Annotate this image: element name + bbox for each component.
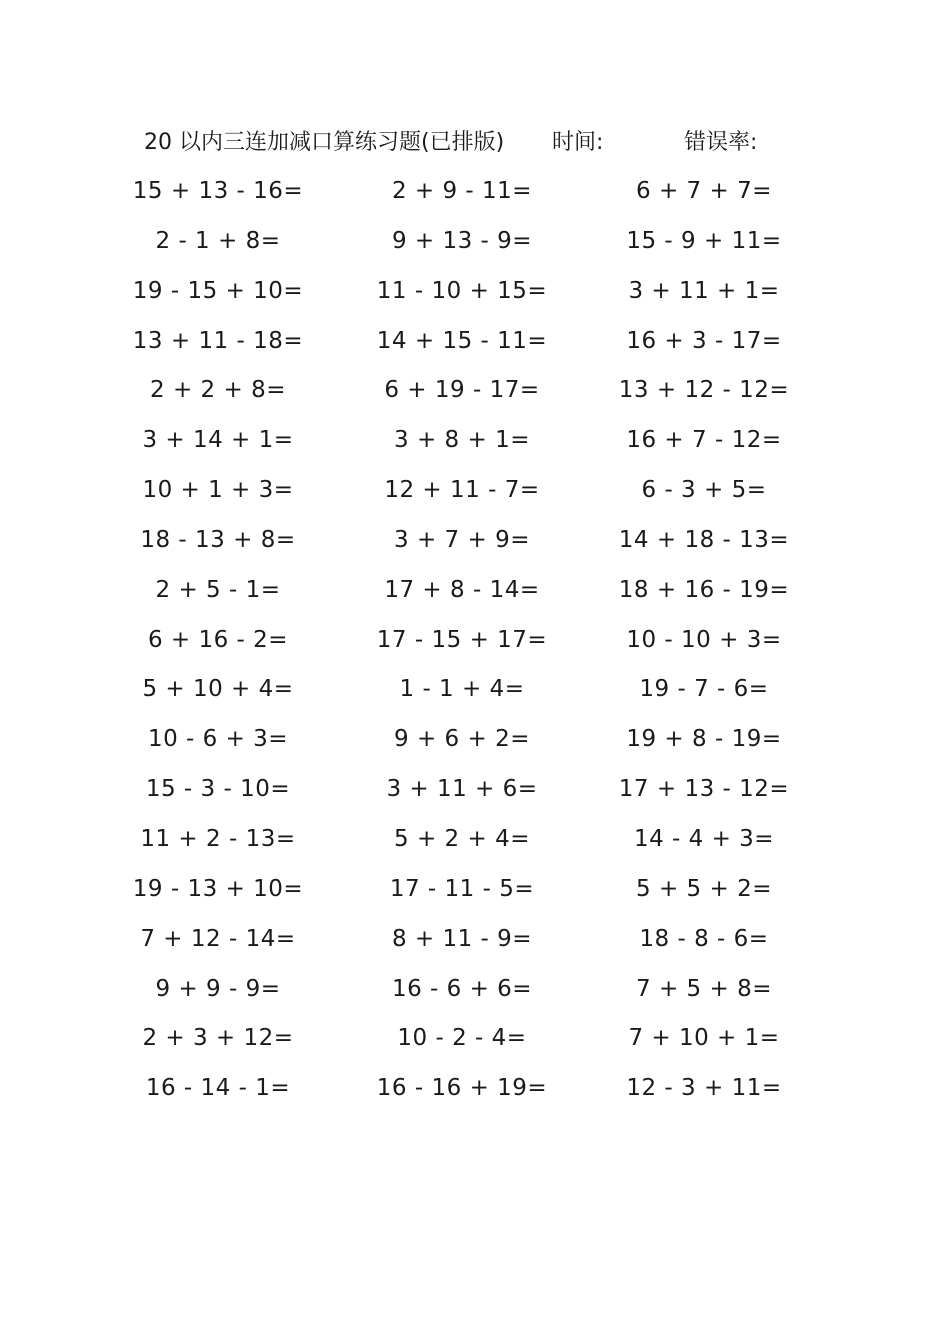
math-problem: 15 - 9 + 11= — [626, 227, 782, 254]
time-label: 时间: — [552, 130, 604, 155]
worksheet-header — [144, 126, 824, 160]
problem-row — [0, 224, 950, 274]
math-problem: 2 + 2 + 8= — [150, 377, 286, 404]
error-rate-label: 错误率: — [684, 130, 758, 155]
math-problem: 17 - 11 - 5= — [389, 875, 535, 902]
math-problem: 16 - 16 + 19= — [376, 1075, 548, 1102]
math-problem: 19 - 13 + 10= — [132, 875, 304, 902]
math-problem: 16 - 6 + 6= — [391, 975, 533, 1002]
problem-row — [0, 274, 950, 324]
problem-row — [0, 822, 950, 872]
math-problem: 2 + 9 - 11= — [391, 178, 533, 204]
math-problem: 13 + 12 - 12= — [618, 377, 790, 404]
math-problem: 5 + 10 + 4= — [142, 676, 294, 703]
math-problem: 10 + 1 + 3= — [142, 477, 294, 504]
math-problem: 2 + 3 + 12= — [142, 1025, 294, 1052]
math-problem: 17 - 15 + 17= — [376, 626, 548, 653]
problem-row — [0, 623, 950, 673]
math-problem: 5 + 2 + 4= — [394, 825, 530, 852]
math-problem: 9 + 6 + 2= — [394, 726, 530, 753]
math-problem: 10 - 10 + 3= — [626, 626, 782, 653]
math-problem: 1 - 1 + 4= — [399, 676, 525, 703]
math-problem: 18 - 13 + 8= — [140, 526, 296, 553]
problem-row — [0, 523, 950, 573]
math-problem: 6 + 19 - 17= — [384, 377, 540, 404]
math-problem: 2 - 1 + 8= — [155, 227, 281, 254]
problem-row — [0, 772, 950, 822]
problem-row — [0, 722, 950, 772]
math-problem: 15 + 13 - 16= — [132, 178, 304, 204]
math-problem: 19 - 7 - 6= — [639, 676, 769, 703]
math-problem: 18 + 16 - 19= — [618, 576, 790, 603]
math-problem: 7 + 12 - 14= — [140, 925, 296, 952]
math-problem: 3 + 11 + 6= — [386, 776, 538, 803]
math-problem: 9 + 9 - 9= — [155, 975, 281, 1002]
math-problem: 3 + 8 + 1= — [394, 427, 530, 454]
math-problem: 12 - 3 + 11= — [626, 1075, 782, 1102]
math-problem: 3 + 14 + 1= — [142, 427, 294, 454]
math-problem: 14 + 18 - 13= — [618, 526, 790, 553]
math-problem: 16 + 7 - 12= — [626, 427, 782, 454]
math-problem: 19 + 8 - 19= — [626, 726, 782, 753]
math-problem: 14 + 15 - 11= — [376, 327, 548, 354]
page-title: 20 以内三连加减口算练习题(已排版) — [144, 130, 505, 155]
problem-row — [0, 423, 950, 473]
problem-row — [0, 972, 950, 1022]
problem-row — [0, 872, 950, 922]
math-problem: 11 - 10 + 15= — [376, 277, 548, 304]
problem-row — [0, 573, 950, 623]
math-problem: 18 - 8 - 6= — [639, 925, 769, 952]
problem-row — [0, 324, 950, 374]
math-problem: 17 + 13 - 12= — [618, 776, 790, 803]
math-problem: 10 - 2 - 4= — [397, 1025, 527, 1052]
math-problem: 16 + 3 - 17= — [626, 327, 782, 354]
problem-row — [0, 174, 950, 224]
problem-row — [0, 922, 950, 972]
math-problem: 11 + 2 - 13= — [140, 825, 296, 852]
math-problem: 2 + 5 - 1= — [155, 576, 281, 603]
problem-row — [0, 1071, 950, 1121]
math-problem: 9 + 13 - 9= — [391, 227, 533, 254]
math-problem: 17 + 8 - 14= — [384, 576, 540, 603]
problem-row — [0, 672, 950, 722]
math-problem: 3 + 7 + 9= — [394, 526, 530, 553]
problem-row — [0, 1021, 950, 1071]
math-problem: 7 + 5 + 8= — [636, 975, 772, 1002]
math-problem: 8 + 11 - 9= — [391, 925, 533, 952]
math-problem: 6 - 3 + 5= — [641, 477, 767, 504]
math-problem: 15 - 3 - 10= — [145, 776, 291, 803]
problem-row — [0, 373, 950, 423]
math-problem: 6 + 7 + 7= — [636, 178, 772, 204]
math-problem: 6 + 16 - 2= — [147, 626, 289, 653]
math-problem: 12 + 11 - 7= — [384, 477, 540, 504]
problem-row — [0, 473, 950, 523]
problem-grid — [0, 174, 950, 1121]
math-problem: 10 - 6 + 3= — [147, 726, 289, 753]
math-problem: 5 + 5 + 2= — [636, 875, 772, 902]
math-problem: 7 + 10 + 1= — [628, 1025, 780, 1052]
math-problem: 19 - 15 + 10= — [132, 277, 304, 304]
math-problem: 13 + 11 - 18= — [132, 327, 304, 354]
math-problem: 3 + 11 + 1= — [628, 277, 780, 304]
math-problem: 14 - 4 + 3= — [633, 825, 775, 852]
math-problem: 16 - 14 - 1= — [145, 1075, 291, 1102]
